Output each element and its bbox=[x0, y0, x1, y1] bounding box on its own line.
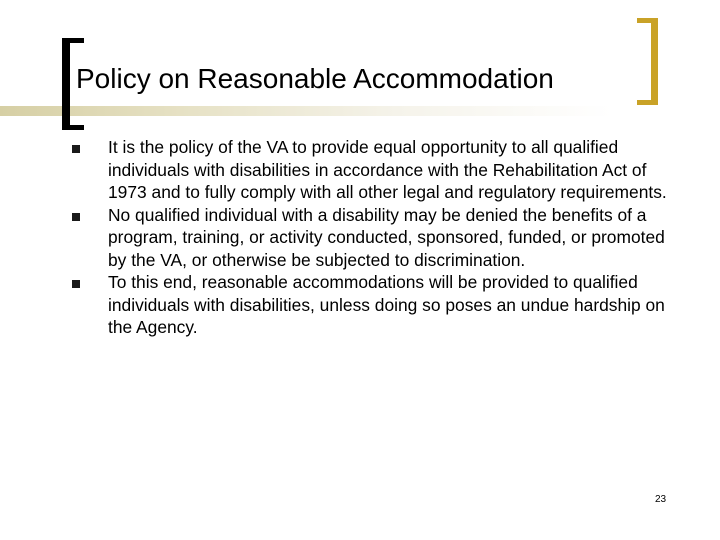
square-bullet-icon bbox=[72, 145, 80, 153]
left-bracket-top-serif bbox=[62, 38, 84, 43]
page-number: 23 bbox=[655, 494, 667, 505]
right-bracket-bottom-serif bbox=[637, 100, 658, 105]
left-bracket-decoration bbox=[62, 38, 70, 130]
bullet-item bbox=[70, 271, 670, 339]
square-bullet-icon bbox=[72, 280, 80, 288]
bullet-text: To this end, reasonable accommodations will be provided to qualified individuals with disabilities, unless doing so poses an undue hardship on the Agency. bbox=[108, 272, 665, 337]
slide-title: Policy on Reasonable Accommodation bbox=[76, 63, 554, 94]
left-bracket-bottom-serif bbox=[62, 125, 84, 130]
bullet-item bbox=[70, 136, 670, 204]
bullet-item bbox=[70, 204, 670, 272]
bullet-text: No qualified individual with a disability may be denied the benefits of a program, training, or activity conducted, sponsored, funded, or promoted by the VA, or otherwise be subjected to discrimination. bbox=[108, 204, 665, 270]
bullet-text: It is the policy of the VA to provide equal opportunity to all qualified individuals with disabilities in accordance with the Rehabilitation Act of 1973 and to fully comply with all other legal and regulatory requirements. bbox=[108, 137, 667, 202]
right-bracket-decoration bbox=[651, 18, 658, 105]
bullet-list bbox=[70, 136, 670, 339]
square-bullet-icon bbox=[72, 213, 80, 221]
title-underline-rule bbox=[0, 106, 720, 116]
right-bracket-top-serif bbox=[637, 18, 658, 23]
